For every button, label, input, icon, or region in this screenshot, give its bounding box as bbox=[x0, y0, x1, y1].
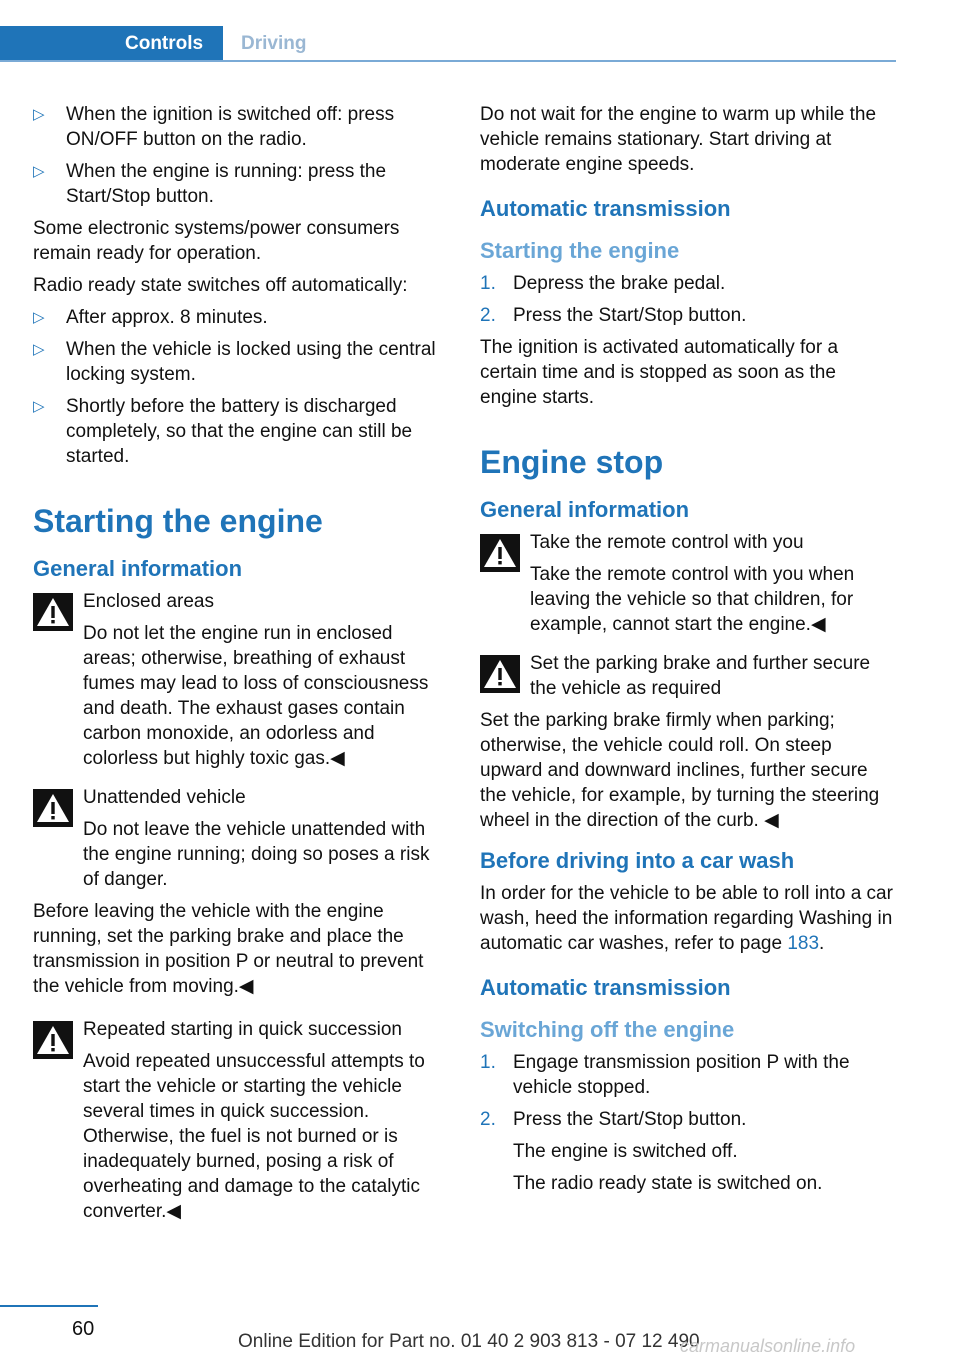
bullet-triangle-icon: ▷ bbox=[33, 163, 45, 180]
list-item: 1. Depress the brake pedal. bbox=[480, 273, 726, 294]
warning-triangle-icon bbox=[33, 1021, 73, 1059]
list-item: ▷ Shortly before the battery is discharged completely, so that the engine can still be started. bbox=[33, 396, 413, 467]
subsection-heading: General information bbox=[33, 556, 243, 581]
step-number: 1. bbox=[480, 273, 496, 294]
warning-box bbox=[480, 651, 896, 833]
warning-triangle-icon bbox=[33, 593, 73, 631]
tab-controls[interactable] bbox=[0, 26, 223, 61]
warning-body: Set the parking brake firmly when parking; otherwise, the vehicle could roll. On steep upward and downward inclines, further secure the vehicle, for example, by turning the steering wheel in the direction of the curb. ◀ bbox=[480, 710, 880, 831]
warning-title: Unattended vehicle bbox=[83, 787, 246, 808]
list-item: 2. Press the Start/Stop button. bbox=[480, 305, 747, 326]
page-reference-link[interactable]: 183 bbox=[787, 933, 820, 954]
paragraph: Before leaving the vehicle with the engine running, set the parking brake and place the transmission in position P or neutral to prevent the vehicle from moving.◀ bbox=[33, 901, 424, 997]
page-number: 60 bbox=[72, 1318, 95, 1340]
footer-divider bbox=[0, 1305, 98, 1307]
tab-controls-label: Controls bbox=[125, 33, 204, 54]
bullet-triangle-icon: ▷ bbox=[33, 398, 45, 415]
paragraph: Do not wait for the engine to warm up while the vehicle remains stationary. Start driving at moderate engine speeds. bbox=[480, 104, 877, 175]
warning-title: Set the parking brake and further secure the vehicle as required bbox=[530, 653, 871, 699]
bullet-triangle-icon: ▷ bbox=[33, 309, 45, 326]
warning-body: Take the remote control with you when leaving the vehicle so that children, for example, cannot start the engine.◀ bbox=[530, 564, 855, 635]
list-item: ▷ When the engine is running: press the Start/Stop button. bbox=[33, 161, 387, 207]
paragraph: The ignition is activated automatically for a certain time and is stopped as soon as the engine starts. bbox=[480, 337, 839, 408]
warning-box bbox=[33, 589, 449, 771]
tab-driving-label: Driving bbox=[241, 33, 307, 54]
warning-triangle-icon bbox=[480, 655, 520, 693]
warning-triangle-icon bbox=[33, 789, 73, 827]
warning-title: Repeated starting in quick succession bbox=[83, 1019, 402, 1040]
minor-heading: Starting the engine bbox=[480, 238, 680, 263]
warning-box bbox=[33, 1017, 449, 1224]
subsection-heading: Automatic transmission bbox=[480, 975, 731, 1000]
list-item: 2. Press the Start/Stop button. bbox=[480, 1109, 747, 1130]
step-note: The engine is switched off. bbox=[513, 1141, 738, 1162]
list-item: ▷ After approx. 8 minutes. bbox=[33, 307, 268, 328]
warning-body: Avoid repeated unsuccessful attempts to start the vehicle or starting the vehicle several times in quick succession. Otherwise, the fuel is not burned or is inadequately burned, posing a risk of overheating and damage to the catalytic converter.◀ bbox=[83, 1051, 425, 1222]
step-note: The radio ready state is switched on. bbox=[513, 1173, 823, 1194]
list-item: ▷ When the ignition is switched off: press ON/OFF button on the radio. bbox=[33, 104, 395, 150]
subsection-heading: Before driving into a car wash bbox=[480, 848, 795, 873]
bullet-triangle-icon: ▷ bbox=[33, 341, 45, 358]
section-heading: Engine stop bbox=[480, 444, 664, 480]
list-item: ▷ When the vehicle is locked using the central locking system. bbox=[33, 339, 436, 385]
watermark: carmanualsonline.info bbox=[680, 1336, 856, 1356]
subsection-heading: Automatic transmission bbox=[480, 196, 731, 221]
header-divider bbox=[0, 60, 896, 62]
warning-box bbox=[480, 530, 896, 637]
warning-box bbox=[33, 785, 449, 892]
step-number: 2. bbox=[480, 305, 496, 326]
edition-info: Online Edition for Part no. 01 40 2 903 813 - 07 12 490 bbox=[238, 1331, 700, 1352]
paragraph: Radio ready state switches off automatically: bbox=[33, 275, 408, 296]
paragraph: Some electronic systems/power consumers remain ready for operation. bbox=[33, 218, 400, 264]
warning-triangle-icon bbox=[480, 534, 520, 572]
warning-title: Enclosed areas bbox=[83, 591, 214, 612]
tab-driving[interactable] bbox=[223, 26, 896, 61]
warning-body: Do not let the engine run in enclosed areas; otherwise, breathing of exhaust fumes may lead to loss of consciousness and death. The exhaust gases contain carbon monoxide, an odorless and colorless but highly toxic gas.◀ bbox=[83, 623, 429, 769]
list-item: 1. Engage transmission position P with the vehicle stopped. bbox=[480, 1052, 850, 1098]
step-number: 2. bbox=[480, 1109, 496, 1130]
warning-body: Do not leave the vehicle unattended with the engine running; doing so poses a risk of danger. bbox=[83, 819, 430, 890]
warning-title: Take the remote control with you bbox=[530, 532, 804, 553]
minor-heading: Switching off the engine bbox=[480, 1017, 735, 1042]
bullet-triangle-icon: ▷ bbox=[33, 106, 45, 123]
subsection-heading: General information bbox=[480, 497, 690, 522]
paragraph: In order for the vehicle to be able to roll into a car wash, heed the information regarding Washing in automatic car washes, refer to page 183. bbox=[480, 883, 893, 954]
section-heading: Starting the engine bbox=[33, 503, 323, 539]
right-column bbox=[480, 102, 896, 1203]
left-column bbox=[33, 102, 449, 1238]
step-number: 1. bbox=[480, 1052, 496, 1073]
page-header bbox=[0, 0, 896, 62]
